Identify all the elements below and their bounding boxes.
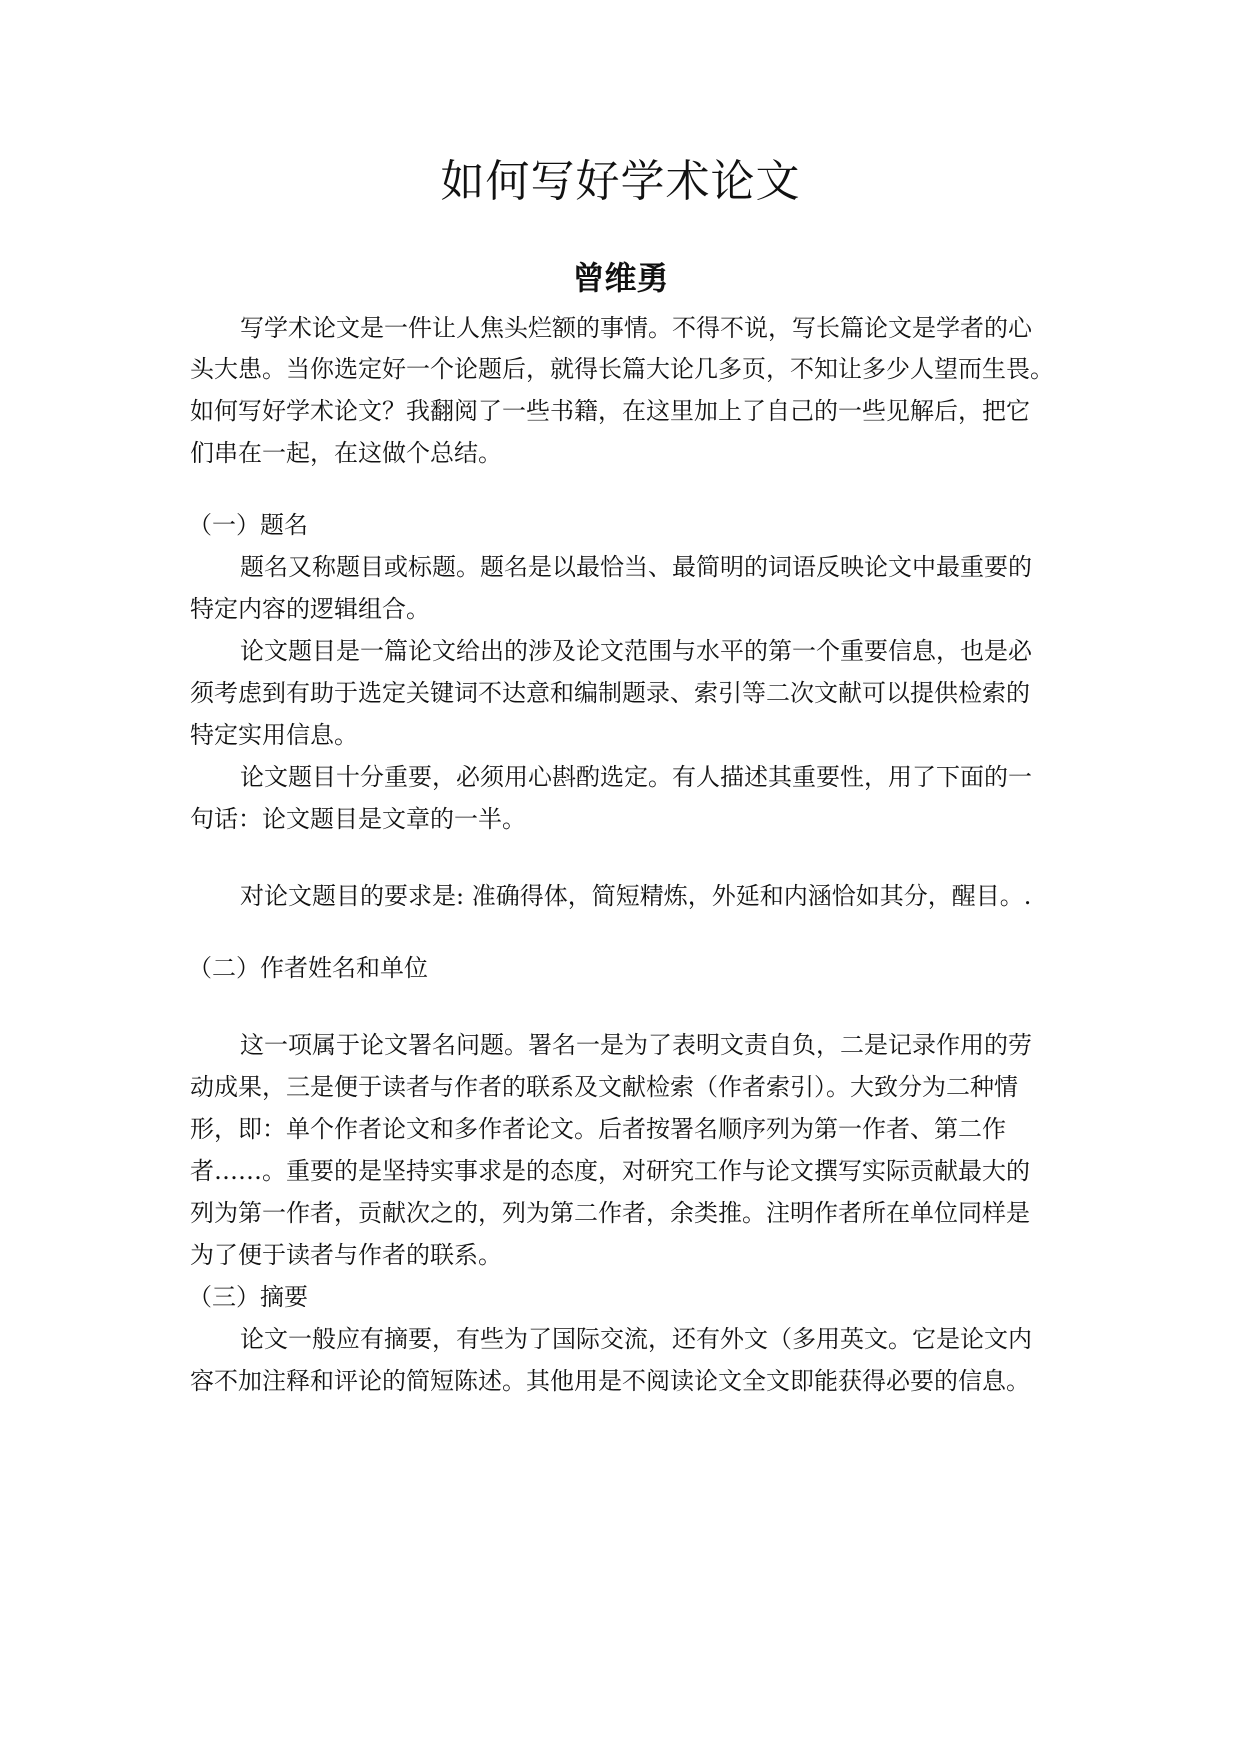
paragraph-line: 论文一般应有摘要，有些为了国际交流，还有外文（多用英文。它是论文内	[240, 1325, 1032, 1353]
document-title: 如何写好学术论文	[440, 156, 801, 207]
author-name: 曾维勇	[572, 259, 669, 297]
paragraph-line: 这一项属于论文署名问题。署名一是为了表明文责自负，二是记录作用的劳	[240, 1031, 1032, 1059]
paragraph-line: 特定实用信息。	[190, 721, 358, 749]
section-heading: （一）题名	[188, 511, 308, 539]
intro-line: 写学术论文是一件让人焦头烂额的事情。不得不说，写长篇论文是学者的心	[240, 314, 1032, 342]
paragraph-line: 须考虑到有助于选定关键词不达意和编制题录、索引等二次文献可以提供检索的	[190, 679, 1030, 707]
paragraph-line: 者……。重要的是坚持实事求是的态度，对研究工作与论文撰写实际贡献最大的	[190, 1157, 1030, 1185]
paragraph-line: 题名又称题目或标题。题名是以最恰当、最简明的词语反映论文中最重要的	[240, 553, 1032, 581]
intro-line: 们串在一起，在这做个总结。	[190, 439, 502, 467]
intro-line: 头大患。当你选定好一个论题后，就得长篇大论几多页，不知让多少人望而生畏。	[190, 355, 1054, 383]
paragraph-line: 对论文题目的要求是: 准确得体，简短精炼，外延和内涵恰如其分，醒目。.	[240, 882, 1032, 910]
paragraph-line: 句话：论文题目是文章的一半。	[190, 805, 526, 833]
paragraph-line: 论文题目十分重要，必须用心斟酌选定。有人描述其重要性，用了下面的一	[240, 763, 1032, 791]
paragraph-line: 为了便于读者与作者的联系。	[190, 1241, 502, 1269]
paragraph-line: 特定内容的逻辑组合。	[190, 595, 430, 623]
section-heading: （二）作者姓名和单位	[188, 954, 428, 982]
section-heading: （三）摘要	[188, 1283, 308, 1311]
intro-line: 如何写好学术论文？我翻阅了一些书籍，在这里加上了自己的一些见解后，把它	[190, 397, 1030, 425]
paragraph-line: 动成果，三是便于读者与作者的联系及文献检索（作者索引）。大致分为二种情	[190, 1073, 1018, 1101]
paragraph-line: 论文题目是一篇论文给出的涉及论文范围与水平的第一个重要信息，也是必	[240, 637, 1032, 665]
paragraph-line: 列为第一作者，贡献次之的，列为第二作者，余类推。注明作者所在单位同样是	[190, 1199, 1030, 1227]
paragraph-line: 容不加注释和评论的简短陈述。其他用是不阅读论文全文即能获得必要的信息。	[190, 1367, 1030, 1395]
paragraph-line: 形，即：单个作者论文和多作者论文。后者按署名顺序列为第一作者、第二作	[190, 1115, 1006, 1143]
